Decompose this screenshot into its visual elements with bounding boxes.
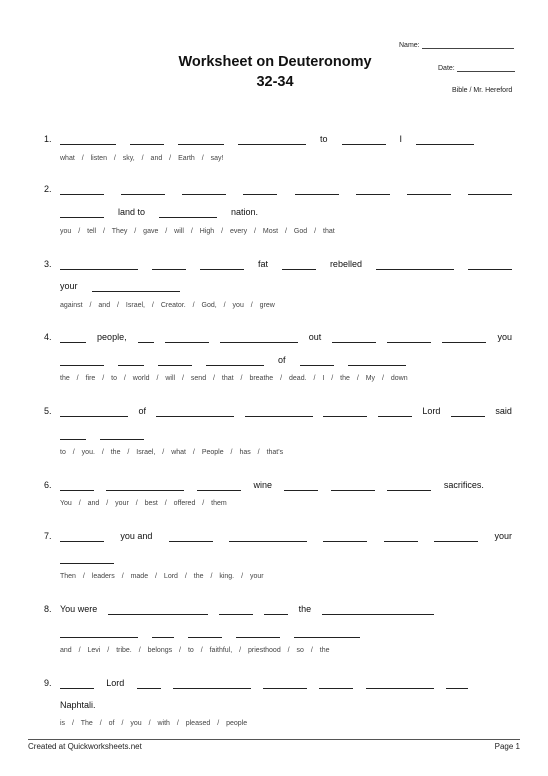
word-bank: Then / leaders / made / Lord / the / king. / your [60, 573, 264, 580]
answer-blank[interactable] [434, 532, 478, 542]
fixed-word: I [399, 134, 403, 144]
date-field[interactable] [438, 63, 515, 72]
answer-row [60, 354, 512, 366]
answer-blank[interactable] [156, 407, 234, 417]
answer-blank[interactable] [118, 356, 144, 366]
answer-row [60, 405, 512, 417]
answer-blank[interactable] [165, 333, 209, 343]
fixed-word: You were [60, 604, 98, 614]
answer-blank[interactable] [451, 407, 485, 417]
date-label: Date: [438, 65, 455, 72]
class-label: Bible / Mr. Hereford [452, 87, 513, 94]
fixed-word: Lord [106, 678, 125, 688]
fixed-word: to [320, 134, 328, 144]
answer-blank[interactable] [60, 532, 104, 542]
name-field[interactable] [399, 40, 514, 49]
answer-blank[interactable] [206, 356, 264, 366]
name-blank[interactable] [422, 40, 514, 49]
question-number: 7. [44, 531, 52, 541]
answer-blank[interactable] [378, 407, 412, 417]
question-number: 9. [44, 678, 52, 688]
answer-row [60, 552, 512, 564]
answer-blank[interactable] [319, 679, 353, 689]
word-bank: the / fire / to / world / will / send / that / breathe / dead. / I / the / My / down [60, 375, 408, 382]
answer-blank[interactable] [60, 628, 138, 638]
answer-blank[interactable] [236, 628, 280, 638]
answer-blank[interactable] [60, 185, 104, 195]
answer-blank[interactable] [159, 208, 217, 218]
footer-divider [28, 739, 520, 740]
fixed-word: sacrifices. [443, 480, 484, 490]
answer-blank[interactable] [219, 605, 253, 615]
word-bank: to / you. / the / Israel, / what / People / has / that's [60, 449, 284, 456]
fixed-word: you and [120, 531, 153, 541]
fixed-word: you [497, 332, 512, 342]
answer-blank[interactable] [152, 260, 186, 270]
date-blank[interactable] [457, 63, 515, 72]
fixed-word: wine [253, 480, 272, 490]
fixed-word: Naphtali. [60, 700, 96, 710]
answer-blank[interactable] [188, 628, 222, 638]
answer-blank[interactable] [60, 407, 128, 417]
answer-blank[interactable] [384, 532, 418, 542]
answer-blank[interactable] [60, 356, 104, 366]
answer-blank[interactable] [387, 333, 431, 343]
answer-blank[interactable] [407, 185, 451, 195]
answer-blank[interactable] [106, 481, 184, 491]
question-number: 1. [44, 134, 52, 144]
name-label: Name: [399, 42, 420, 49]
answer-blank[interactable] [323, 532, 367, 542]
answer-blank[interactable] [108, 605, 208, 615]
answer-blank[interactable] [263, 679, 307, 689]
answer-blank[interactable] [366, 679, 434, 689]
answer-blank[interactable] [323, 407, 367, 417]
answer-row [60, 280, 512, 292]
fixed-word: rebelled [329, 259, 362, 269]
word-bank: what / listen / sky, / and / Earth / say! [60, 155, 224, 162]
answer-blank[interactable] [376, 260, 454, 270]
answer-row [60, 479, 484, 491]
fixed-word: the [298, 604, 312, 614]
answer-row [60, 183, 512, 195]
question-number: 4. [44, 332, 52, 342]
answer-row [60, 428, 512, 440]
answer-blank[interactable] [294, 628, 360, 638]
answer-blank[interactable] [60, 554, 114, 564]
answer-blank[interactable] [92, 282, 180, 292]
fixed-word: of [278, 355, 286, 365]
answer-blank[interactable] [60, 430, 86, 440]
question-number: 5. [44, 406, 52, 416]
title-line-1: Worksheet on Deuteronomy [178, 54, 372, 70]
answer-blank[interactable] [169, 532, 213, 542]
answer-blank[interactable] [60, 208, 104, 218]
answer-blank[interactable] [100, 430, 144, 440]
answer-blank[interactable] [387, 481, 431, 491]
fixed-word: Lord [422, 406, 441, 416]
answer-blank[interactable] [197, 481, 241, 491]
answer-blank[interactable] [200, 260, 244, 270]
answer-blank[interactable] [322, 605, 434, 615]
answer-blank[interactable] [356, 185, 390, 195]
answer-blank[interactable] [416, 135, 474, 145]
answer-blank[interactable] [60, 679, 94, 689]
answer-blank[interactable] [60, 260, 138, 270]
answer-blank[interactable] [137, 679, 161, 689]
answer-blank[interactable] [138, 333, 154, 343]
answer-blank[interactable] [152, 628, 174, 638]
answer-blank[interactable] [348, 356, 406, 366]
word-bank: is / The / of / you / with / pleased / people [60, 720, 248, 727]
page-number: Page 1 [494, 742, 520, 751]
answer-blank[interactable] [442, 333, 486, 343]
answer-row [60, 258, 512, 270]
answer-blank[interactable] [295, 185, 339, 195]
question-number: 8. [44, 604, 52, 614]
answer-blank[interactable] [60, 135, 116, 145]
answer-blank[interactable] [121, 185, 165, 195]
worksheet-title [150, 52, 400, 92]
fixed-word: people, [97, 332, 127, 342]
answer-row [60, 206, 512, 218]
word-bank: You / and / your / best / offered / them [60, 500, 227, 507]
answer-blank[interactable] [60, 481, 94, 491]
title-line-2: 32-34 [256, 74, 294, 90]
answer-blank[interactable] [229, 532, 307, 542]
answer-row [60, 530, 512, 542]
answer-blank[interactable] [332, 333, 376, 343]
answer-blank[interactable] [178, 135, 224, 145]
answer-blank[interactable] [243, 185, 277, 195]
answer-blank[interactable] [446, 679, 468, 689]
answer-blank[interactable] [182, 185, 226, 195]
answer-blank[interactable] [342, 135, 386, 145]
fixed-word: fat [257, 259, 268, 269]
answer-blank[interactable] [264, 605, 288, 615]
answer-blank[interactable] [468, 260, 512, 270]
answer-blank[interactable] [158, 356, 192, 366]
answer-row [60, 603, 434, 615]
word-bank: and / Levi / tribe. / belongs / to / faithful, / priesthood / so / the [60, 647, 330, 654]
answer-row [60, 133, 512, 145]
fixed-word: your [60, 281, 78, 291]
answer-blank[interactable] [331, 481, 375, 491]
answer-blank[interactable] [220, 333, 298, 343]
fixed-word: out [308, 332, 322, 342]
question-number: 2. [44, 184, 52, 194]
question-number: 3. [44, 259, 52, 269]
fixed-word: said [495, 406, 512, 416]
answer-row [60, 331, 512, 343]
fixed-word: of [138, 406, 146, 416]
answer-row [60, 626, 512, 638]
answer-blank[interactable] [468, 185, 512, 195]
answer-blank[interactable] [284, 481, 318, 491]
answer-blank[interactable] [60, 333, 86, 343]
answer-blank[interactable] [130, 135, 164, 145]
question-number: 6. [44, 480, 52, 490]
fixed-word: nation. [231, 207, 259, 217]
answer-blank[interactable] [300, 356, 334, 366]
answer-blank[interactable] [238, 135, 306, 145]
answer-row [60, 677, 468, 689]
word-bank: against / and / Israel, / Creator. / God, / you / grew [60, 302, 275, 309]
answer-row [60, 699, 512, 711]
word-bank: you / tell / They / gave / will / High / every / Most / God / that [60, 228, 335, 235]
fixed-word: land to [118, 207, 146, 217]
footer-credit: Created at Quickworksheets.net [28, 742, 142, 751]
answer-blank[interactable] [282, 260, 316, 270]
fixed-word: your [494, 531, 512, 541]
answer-blank[interactable] [245, 407, 313, 417]
answer-blank[interactable] [173, 679, 251, 689]
